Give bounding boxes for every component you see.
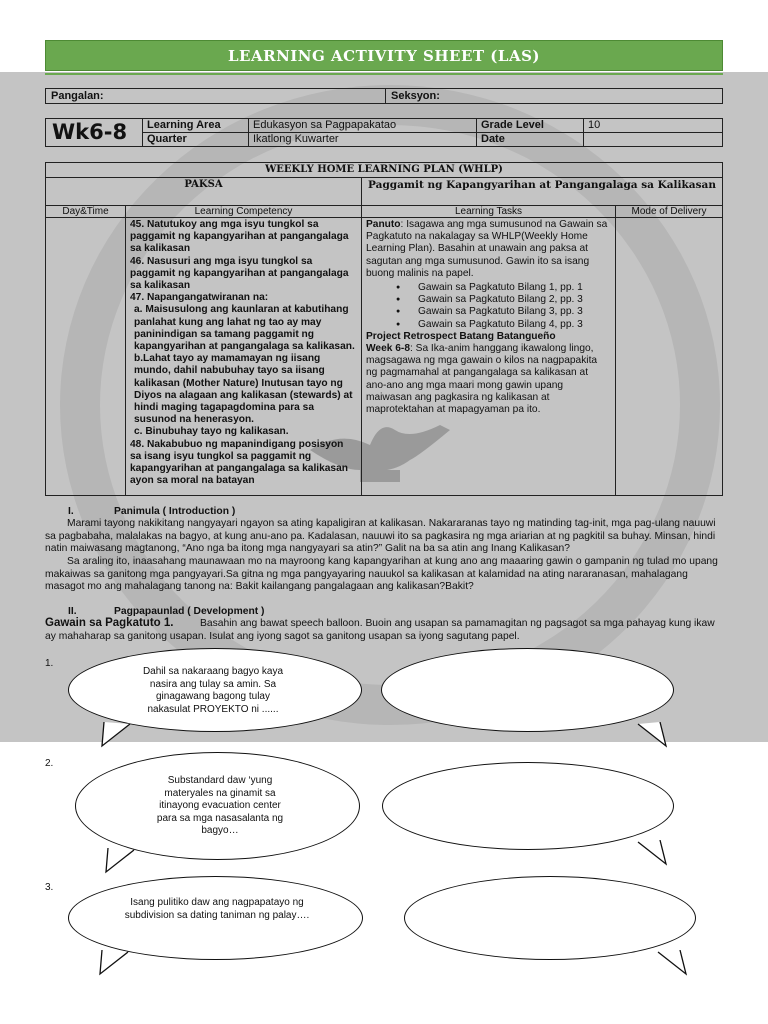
paksa-value: Paggamit ng Kapangyarihan at Pangangalaga sa Kalikasan	[362, 178, 723, 206]
student-name-table	[45, 88, 723, 104]
competency-45: 45. Natutukoy ang mga isyu tungkol sa paggamit ng kapangyarihan at pangangalaga sa kalikasan	[130, 219, 349, 255]
balloon-3-text: Isang pulitiko daw ang nagpapatayo ng subdivision sa dating taniman ng palay….	[124, 897, 310, 921]
list-item: ● Gawain sa Pagkatuto Bilang 3, pp. 3	[366, 306, 611, 318]
answer-balloon-1[interactable]	[381, 648, 674, 732]
item-3-number: 3.	[45, 882, 54, 893]
quarter-label: Quarter	[143, 133, 249, 147]
paksa-label: PAKSA	[46, 178, 362, 206]
learning-area-value: Edukasyon sa Pagpapakatao	[249, 119, 477, 133]
competency-47: 47. Napangangatwiranan na:	[130, 292, 269, 304]
panuto-paragraph	[366, 219, 611, 280]
section-1-numeral: I.	[68, 506, 74, 517]
speech-tail-icon	[98, 950, 138, 976]
course-info-table	[45, 118, 723, 147]
list-item: ● Gawain sa Pagkatuto Bilang 4, pp. 3	[366, 319, 611, 331]
week-text: : Sa Ika-anim hanggang ikawalong lingo, magsagawa ng mga gawain o kilos na nagpapakita ng pagmamahal at pangangalaga sa kalikasan at ano-ano ang mga maari mong gawin upang maiwasan ang pagkasira ng kalikasan at maprotektahan at mapagyaman pa ito.	[366, 343, 598, 416]
section-2-heading: Pagpapaunlad ( Development )	[114, 606, 265, 617]
list-item: ● Gawain sa Pagkatuto Bilang 2, pp. 3	[366, 294, 611, 306]
week-label: Week 6-8	[366, 343, 410, 355]
project-title: Project Retrospect Batang Batangueño	[366, 330, 556, 342]
col-learning-competency: Learning Competency	[126, 206, 362, 218]
activity-title: Gawain sa Pagkatuto 1.	[45, 617, 174, 629]
day-time-cell	[46, 218, 126, 496]
competency-48: 48. Nakabubuo ng mapanindigang posisyon sa isang isyu tungkol sa paggamit ng kapangyarihan at pangangalaga sa kalikasan ayon sa moral na batayan	[130, 438, 348, 487]
quarter-value: Ikatlong Kuwarter	[249, 133, 477, 147]
grade-level-value: 10	[584, 119, 723, 133]
date-label: Date	[477, 133, 584, 147]
section-2-numeral: II.	[68, 606, 77, 617]
answer-balloon-3[interactable]	[404, 876, 696, 960]
section-label: Seksyon:	[391, 90, 440, 102]
whlp-table	[45, 162, 723, 496]
competency-46: 46. Nasusuri ang mga isyu tungkol sa paggamit ng kapangyarihan at pangangalaga sa kalikasan	[130, 255, 349, 292]
date-field[interactable]	[584, 133, 723, 147]
speech-tail-icon	[650, 950, 690, 976]
answer-balloon-2[interactable]	[382, 762, 674, 850]
competency-47c: c. Binubuhay tayo ng kalikasan.	[134, 426, 289, 438]
col-mode-of-delivery: Mode of Delivery	[616, 206, 723, 218]
balloon-1-text: Dahil sa nakaraang bagyo kaya nasira ang tulay sa amin. Sa ginagawang bagong tulay nakasulat PROYEKTO ni ......	[142, 666, 284, 715]
week-label: Wk6-8	[46, 119, 143, 147]
whlp-title: WEEKLY HOME LEARNING PLAN (WHLP)	[46, 163, 723, 178]
section-1-heading: Panimula ( Introduction )	[114, 506, 236, 517]
task-list	[366, 282, 611, 331]
item-1-number: 1.	[45, 658, 54, 669]
week-paragraph	[366, 343, 611, 416]
intro-paragraph-2: Sa araling ito, inaasahang maunawaan mo na mayroong kang kapangyarihan at kung ano ang maaaring gawin o gampanin ng tulad mo upang makaiwas sa ganitong mga pangyayari.Sa gitna ng mga pangyayaring nauukol sa kalikasan at kalamidad na ating nararanasan, mahalagang masagot mo ang mahalagang tanong na: Bakit kailangang pangalagaan ang kalikasan?Bakit?	[45, 556, 718, 592]
tasks-cell	[362, 218, 616, 496]
competency-47a: a. Maisusulong ang kaunlaran at kabutihang panlahat kung ang lahat ng tao ay may paninindigan sa tamang paggamit ng kapangyarihan at pangangalaga sa kalikasan.	[134, 304, 355, 353]
panuto-label: Panuto	[366, 219, 401, 230]
col-day-time: Day&Time	[46, 206, 126, 218]
learning-area-label: Learning Area	[143, 119, 249, 133]
title-underline	[45, 73, 723, 75]
list-item: ● Gawain sa Pagkatuto Bilang 1, pp. 1	[366, 282, 611, 294]
grade-level-label: Grade Level	[477, 119, 584, 133]
panuto-text: : Isagawa ang mga sumusunod na Gawain sa Pagkatuto na nakalagay sa WHLP(Weekly Home Learning Plan). Basahin at unawain ang paksa at sagutan ang mga sumusunod. Gawin ito sa isang buong malinis na papel.	[366, 219, 608, 279]
competency-47b: b.Lahat tayo ay mamamayan ng iisang mundo, dahil nabubuhay tayo sa iisang kalikasan (Mother Nature) Inutusan tayo ng Diyos na alagaan ang kalikasan (stewards) at hindi maging tagapagdomina para sa susunod na henerasyon.	[134, 353, 353, 426]
section-field[interactable]	[386, 89, 723, 104]
speech-tail-icon	[100, 722, 140, 748]
speech-tail-icon	[630, 722, 670, 748]
name-label: Pangalan:	[51, 90, 104, 102]
speech-tail-icon	[104, 848, 144, 874]
speech-tail-icon	[630, 840, 670, 866]
col-learning-tasks: Learning Tasks	[362, 206, 616, 218]
name-field[interactable]	[46, 89, 386, 104]
mode-of-delivery-cell	[616, 218, 723, 496]
activity-instructions: Basahin ang bawat speech balloon. Buoin ang usapan sa pamamagitan ng pagsagot sa mga pahayag kung ikaw ay mahaharap sa ganitong usapan. Isulat ang iyong sagot sa ganitong usapan sa iyong sagutang papel.	[45, 618, 715, 642]
item-2-number: 2.	[45, 758, 54, 769]
balloon-2-text: Substandard daw ‘yung materyales na ginamit sa itinayong evacuation center para sa mga nasasalanta ng bagyo…	[156, 775, 284, 836]
competency-cell	[126, 218, 362, 496]
intro-paragraph-1: Marami tayong nakikitang nangyayari ngayon sa ating kapaligiran at kalikasan. Nakararanas tayo ng matinding tag-init, mga pag-ulang nauuwi sa pagbabaha, malalakas na bagyo, at kung anu-ano pa. Kadalasan, nauuwi ito sa pagkasira ng mga ariarian at ng pagkitil sa buhay. Minsan, hindi natin maiwasang magtanong, “Ano nga ba itong mga nangyayari sa atin?” Galit na ba sa atin ang Inang Kalikasan?	[45, 518, 716, 554]
page-title: LEARNING ACTIVITY SHEET (LAS)	[45, 40, 723, 71]
